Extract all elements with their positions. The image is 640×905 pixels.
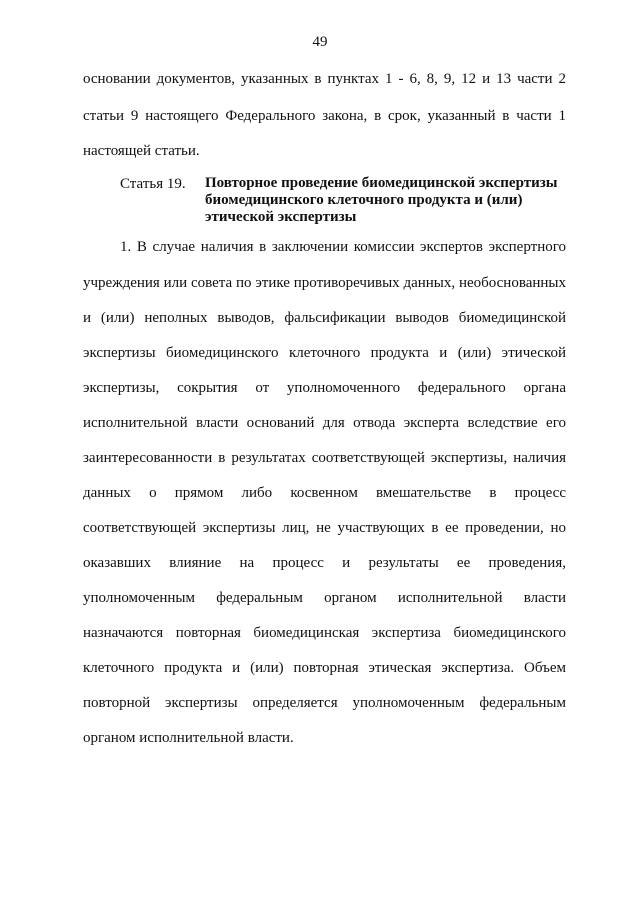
body-text-line: основании документов, указанных в пунктах 1 - 6, 8, 9, 12 и 13 части 2 xyxy=(83,71,566,87)
article-title-line: этической экспертизы xyxy=(205,209,357,225)
article-title-line: Повторное проведение биомедицинской экспертизы xyxy=(205,175,558,191)
body-text-line: клеточного продукта и (или) повторная этическая экспертиза. Объем xyxy=(83,660,566,676)
body-text-line: соответствующей экспертизы лиц, не участвующих в ее проведении, но xyxy=(83,520,566,536)
body-text-line: данных о прямом либо косвенном вмешательстве в процесс xyxy=(83,485,566,501)
body-text-line: статьи 9 настоящего Федерального закона, в срок, указанный в части 1 xyxy=(83,108,566,124)
body-text-line: оказавших влияние на процесс и результаты ее проведения, xyxy=(83,555,566,571)
body-text-line: повторной экспертизы определяется уполномоченным федеральным xyxy=(83,695,566,711)
body-text-line: заинтересованности в результатах соответствующей экспертизы, наличия xyxy=(83,450,566,466)
body-text-line: уполномоченным федеральным органом исполнительной власти xyxy=(83,590,566,606)
body-text-line: экспертизы, сокрытия от уполномоченного федерального органа xyxy=(83,380,566,396)
body-text-line: органом исполнительной власти. xyxy=(83,730,294,746)
body-text-line: исполнительной власти оснований для отвода эксперта вследствие его xyxy=(83,415,566,431)
article-label: Статья 19. xyxy=(120,176,186,192)
body-text-line: назначаются повторная биомедицинская экспертиза биомедицинского xyxy=(83,625,566,641)
article-title xyxy=(205,175,558,226)
body-text-line: настоящей статьи. xyxy=(83,143,200,159)
body-text-line: учреждения или совета по этике противоречивых данных, необоснованных xyxy=(83,275,566,291)
article-title-line: биомедицинского клеточного продукта и (или) xyxy=(205,192,523,208)
body-text-line: 1. В случае наличия в заключении комиссии экспертов экспертного xyxy=(120,239,566,255)
body-text-line: и (или) неполных выводов, фальсификации выводов биомедицинской xyxy=(83,310,566,326)
body-text-line: экспертизы биомедицинского клеточного продукта и (или) этической xyxy=(83,345,566,361)
page-number: 49 xyxy=(312,34,328,50)
